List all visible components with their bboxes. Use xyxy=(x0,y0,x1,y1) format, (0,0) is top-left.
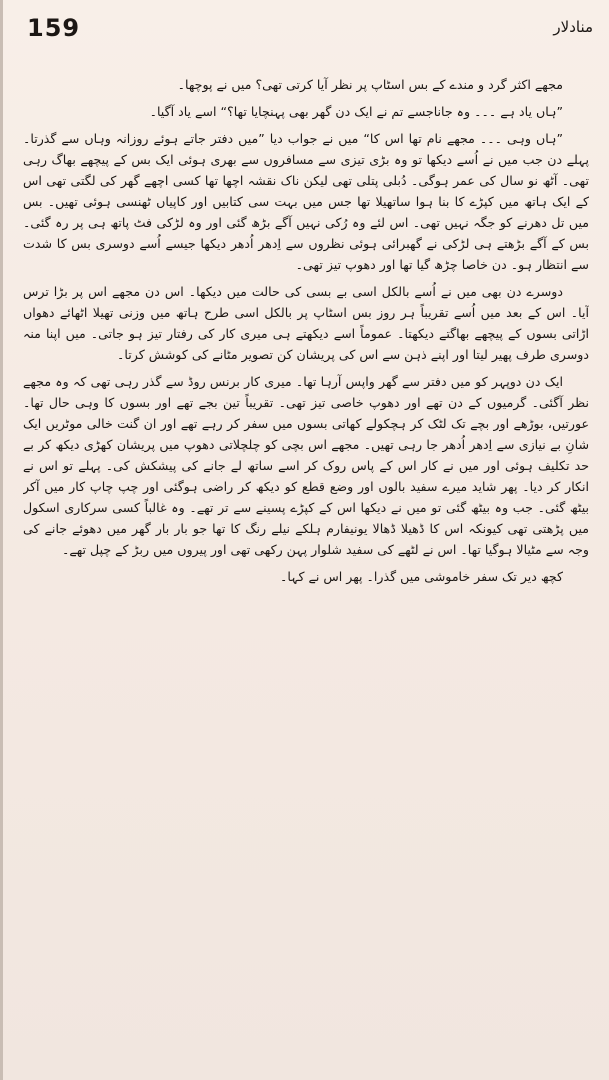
paragraph: دوسرے دن بھی میں نے اُسے بالکل اسی بے بسی کی حالت میں دیکھا۔ اس دن مجھے اس پر بڑا ترس آیا۔ اس کے بعد میں اُسے تقریباً ہر روز بس اسٹاپ پر بالکل اسی طرح ہاتھ میں وزنی تھیلا اٹھائے دھواں اڑاتی بسوں کے پیچھے بھاگتے دیکھتا۔ عموماً اسے دیکھتے ہی میری کار کی رفتار تیز ہو جاتی۔ میں اپنا منہ دوسری طرف پھیر لیتا اور اپنے ذہن سے اس کی پریشان کن تصویر مٹانے کی کوشش کرتا۔ xyxy=(23,284,589,362)
paragraph: مجھے اکثر گرد و مندے کے بس اسٹاپ پر نظر آیا کرتی تھی؟ میں نے پوچھا۔ xyxy=(177,77,563,92)
page-header xyxy=(17,14,593,50)
paragraph: ”ہاں وہی ۔۔۔ مجھے نام تھا اس کا“ میں نے جواب دیا ”میں دفتر جاتے ہوئے روزانہ وہاں سے گذرتا۔ پہلے دن جب میں نے اُسے دیکھا تو وہ بڑی تیزی سے مسافروں سے بھری ہوئی ایک بس کے پیچھے بھاگ رہی تھی۔ آٹھ نو سال کی عمر ہوگی۔ دُبلی پتلی تھی لیکن ناک نقشہ اچھا تھا کسی اچھے گھر کی لگتی تھی اس کے ایک ہاتھ میں کپڑے کا بنا ہوا ساتھیلا تھا جس میں بہت سی کتابیں اور کاپیاں ٹھنسی ہوئی تھیں۔ بس میں تل دھرنے کو جگہ نہیں تھی۔ اس لئے وہ رُکی نہیں آگے بڑھ گئی اور وہ لڑکی فٹ پاتھ ہی پر رہ گئی۔ بس کے آگے بڑھتے ہی لڑکی نے گھبرائی ہوئی نظروں سے اِدھر اُدھر دیکھا جیسے اُسے دوسری بس کا شدت سے انتظار ہو۔ دن خاصا چڑھ گیا تھا اور دھوپ تیز تھی۔ xyxy=(23,131,589,272)
paragraph: ایک دن دوپہر کو میں دفتر سے گھر واپس آرہا تھا۔ میری کار برنس روڈ سے گذر رہی تھی کہ وہ مجھے نظر آگئی۔ گرمیوں کے دن تھے اور دھوپ خاصی تیز تھی۔ تقریباً تین بجے تھے اور بسوں کا وہی حال تھا۔ عورتیں، بوڑھے اور بچے تک لٹک کر ہچکولے کھاتی بسوں میں سفر کر رہے تھے اور ان گنت خالی موٹریں ایک شانِ بے نیازی سے اِدھر اُدھر جا رہی تھیں۔ مجھے اس بچی کو چلچلاتی دھوپ میں پریشان کھڑی دیکھ کر بے حد تکلیف ہوئی اور میں نے کار اس کے پاس روک کر اسے ساتھ لے جانے کی پیشکش کی۔ پہلے تو اس نے انکار کر دیا۔ پھر شاید میرے سفید بالوں اور وضع قطع کو دیکھ کر راضی ہوگئی اور چپ چاپ کار میں آکر بیٹھ گئی۔ جب وہ بیٹھ گئی تو میں نے دیکھا اس کے کپڑے پسینے سے تر تھے۔ وہ غالباً کسی سرکاری اسکول میں پڑھتی تھی کیونکہ اس کا ڈھیلا ڈھالا یونیفارم ہلکے نیلے رنگ کا تھا جو بار بار گھر میں دھوئے جانے کی وجہ سے مٹیالا ہوگیا تھا۔ اس نے لٹھے کی سفید شلوار پہن رکھی تھی اور پیروں میں ربڑ کے چپل تھے۔ xyxy=(23,374,589,557)
paragraph: ”ہاں یاد ہے ۔۔۔ وہ جاناجسے تم نے ایک دن گھر بھی پہنچایا تھا؟“ اسے یاد آگیا۔ xyxy=(149,104,563,119)
running-head: منادلار xyxy=(553,18,593,36)
text-body xyxy=(23,74,589,1052)
paragraph: کچھ دیر تک سفر خاموشی میں گذرا۔ پھر اس نے کہا۔ xyxy=(279,569,563,584)
page-number: 159 xyxy=(27,14,81,42)
